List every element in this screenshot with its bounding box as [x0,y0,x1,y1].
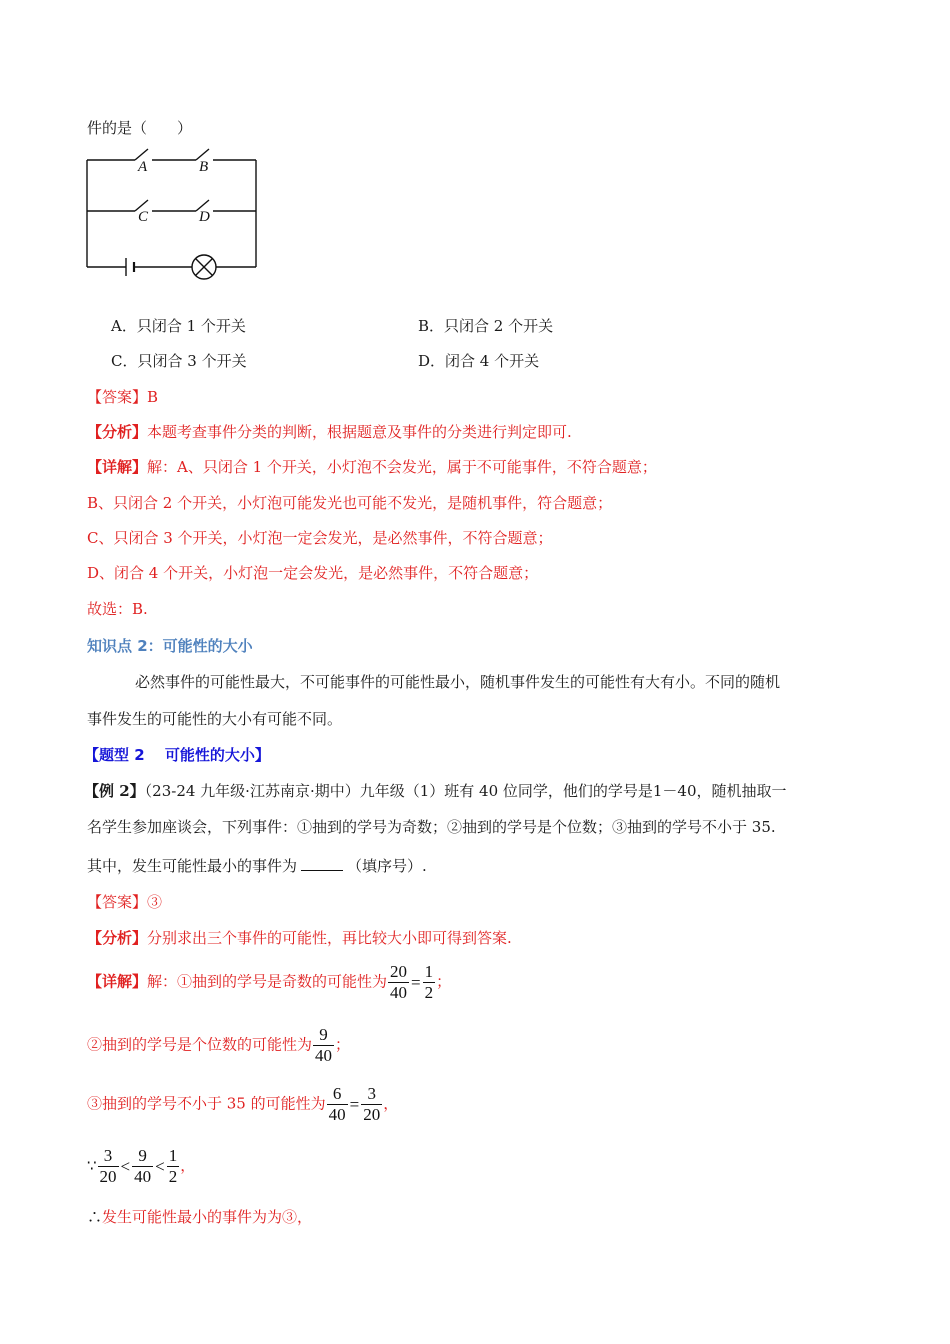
q2-conclusion: ∴发生可能性最小的事件为为③， [87,1208,313,1226]
option-c: C．只闭合 3 个开关 [111,352,247,370]
fraction: $\frac{20}{40}$ [390,962,408,1002]
q1-conclusion: 故选：B. [87,600,148,618]
question-stem-tail: 件的是（ ） [87,119,193,137]
switch-label-a: A [138,159,148,175]
fraction: $\frac{6}{40}$ [328,1084,346,1124]
q2-comparison: ∵ $\frac{3}{20}$ < $\frac{9}{40}$ < $\frac{1}{2}$ ， [87,1146,196,1186]
option-b: B．只闭合 2 个开关 [418,317,554,335]
fraction: $\frac{3}{20}$ [99,1146,117,1186]
fraction: $\frac{1}{2}$ [168,1146,178,1186]
q1-detail-line-2: B、只闭合 2 个开关，小灯泡可能发光也可能不发光，是随机事件，符合题意； [87,494,613,512]
example2-line-3: 其中，发生可能性最小的事件为 （填序号）. [87,857,427,875]
knowledge-point-heading: 知识点 2：可能性的大小 [87,637,253,655]
option-a: A．只闭合 1 个开关 [111,317,246,335]
switch-label-b: B [199,159,209,175]
q2-detail-step-1: 【详解】解：①抽到的学号是奇数的可能性为 $\frac{20}{40}$ = $\frac{1}{2}$ ； [87,962,452,1002]
circuit-diagram [86,146,261,281]
q2-detail-step-3: ③抽到的学号不小于 35 的可能性为 $\frac{6}{40}$ = $\frac{3}{20}$ ， [87,1084,399,1124]
q2-answer: 【答案】③ [87,893,163,911]
knowledge-point-body-2: 事件发生的可能性的大小有可能不同。 [87,710,343,728]
q2-analysis: 【分析】分别求出三个事件的可能性，再比较大小即可得到答案. [87,929,512,947]
q1-analysis: 【分析】本题考查事件分类的判断，根据题意及事件的分类进行判定即可. [87,423,572,441]
q1-detail-line-1: 【详解】解：A、只闭合 1 个开关，小灯泡不会发光，属于不可能事件，不符合题意； [87,458,657,476]
fraction: $\frac{3}{20}$ [363,1084,381,1124]
fraction: $\frac{9}{40}$ [134,1146,152,1186]
fraction: $\frac{1}{2}$ [424,962,434,1002]
q1-answer: 【答案】B [87,388,159,406]
switch-label-c: C [138,209,149,225]
fraction: $\frac{9}{40}$ [315,1025,333,1065]
answer-blank [301,856,343,871]
q1-detail-line-3: C、只闭合 3 个开关，小灯泡一定会发光，是必然事件，不符合题意； [87,529,553,547]
knowledge-point-body-1: 必然事件的可能性最大，不可能事件的可能性最小，随机事件发生的可能性有大有小。不同的随机 [135,673,781,691]
option-d: D．闭合 4 个开关 [418,352,540,370]
q1-detail-line-4: D、闭合 4 个开关，小灯泡一定会发光，是必然事件，不符合题意； [87,564,539,582]
question-type-heading: 【题型 2 可能性的大小】 [84,746,270,764]
example2-line-1: 【例 2】（23-24 九年级·江苏南京·期中）九年级（1）班有 40 位同学，他们的学号是1－40，随机抽取一 [84,782,787,800]
q2-detail-step-2: ②抽到的学号是个位数的可能性为 $\frac{9}{40}$ ； [87,1025,351,1065]
switch-label-d: D [199,209,210,225]
example2-line-2: 名学生参加座谈会，下列事件：①抽到的学号为奇数；②抽到的学号是个位数；③抽到的学号不小于 35. [87,818,776,836]
